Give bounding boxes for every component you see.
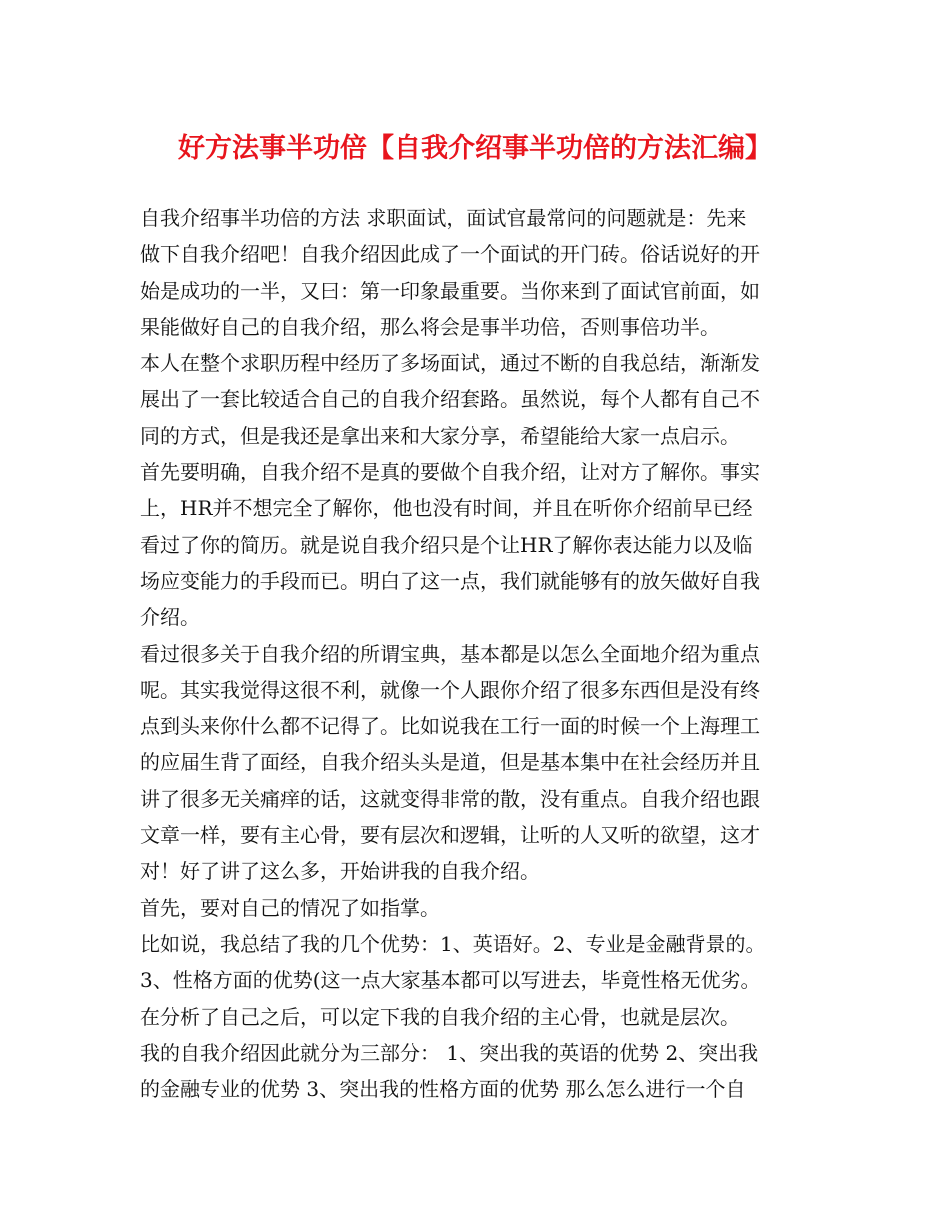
body-line: 的应届生背了面经，自我介绍头头是道，但是基本集中在社会经历并且	[140, 750, 760, 775]
document-title: 好方法事半功倍【自我介绍事半功倍的方法汇编】	[178, 133, 772, 164]
body-line: 文章一样，要有主心骨，要有层次和逻辑，让听的人又听的欲望，这才	[140, 823, 760, 848]
body-line: 讲了很多无关痛痒的话，这就变得非常的散，没有重点。自我介绍也跟	[140, 786, 760, 811]
body-line: 看过了你的简历。就是说自我介绍只是个让HR了解你表达能力以及临	[140, 532, 753, 557]
document-body	[140, 200, 830, 1107]
body-line: 我的自我介绍因此就分为三部分： 1、突出我的英语的优势 2、突出我	[140, 1040, 759, 1065]
body-line: 比如说，我总结了我的几个优势：1、英语好。2、专业是金融背景的。	[140, 931, 766, 956]
body-line: 展出了一套比较适合自己的自我介绍套路。虽然说，每个人都有自己不	[140, 387, 760, 412]
body-line: 在分析了自己之后，可以定下我的自我介绍的主心骨，也就是层次。	[140, 1004, 740, 1029]
body-line: 呢。其实我觉得这很不利，就像一个人跟你介绍了很多东西但是没有终	[140, 677, 760, 702]
body-line: 做下自我介绍吧！自我介绍因此成了一个面试的开门砖。俗话说好的开	[140, 242, 760, 267]
body-line: 上，HR并不想完全了解你，他也没有时间，并且在听你介绍前早已经	[140, 496, 753, 521]
body-line: 自我介绍事半功倍的方法 求职面试，面试官最常问的问题就是：先来	[140, 206, 747, 230]
body-line: 同的方式，但是我还是拿出来和大家分享，希望能给大家一点启示。	[140, 423, 740, 448]
body-line: 介绍。	[140, 605, 200, 630]
body-line: 对！好了讲了这么多，开始讲我的自我介绍。	[140, 859, 540, 884]
body-line: 的金融专业的优势 3、突出我的性格方面的优势 那么怎么进行一个自	[140, 1077, 746, 1102]
body-line: 首先要明确，自我介绍不是真的要做个自我介绍，让对方了解你。事实	[140, 460, 760, 485]
body-line: 点到头来你什么都不记得了。比如说我在工行一面的时候一个上海理工	[140, 714, 760, 739]
body-line: 本人在整个求职历程中经历了多场面试，通过不断的自我总结，渐渐发	[140, 351, 760, 376]
body-line: 首先，要对自己的情况了如指掌。	[140, 895, 440, 920]
body-line: 3、性格方面的优势(这一点大家基本都可以写进去，毕竟性格无优劣。	[140, 968, 761, 993]
body-line: 始是成功的一半，又曰：第一印象最重要。当你来到了面试官前面，如	[140, 278, 760, 303]
body-line: 看过很多关于自我介绍的所谓宝典，基本都是以怎么全面地介绍为重点	[140, 641, 760, 666]
body-line: 场应变能力的手段而已。明白了这一点，我们就能够有的放矢做好自我	[140, 568, 760, 593]
body-line: 果能做好自己的自我介绍，那么将会是事半功倍，否则事倍功半。	[140, 314, 720, 339]
